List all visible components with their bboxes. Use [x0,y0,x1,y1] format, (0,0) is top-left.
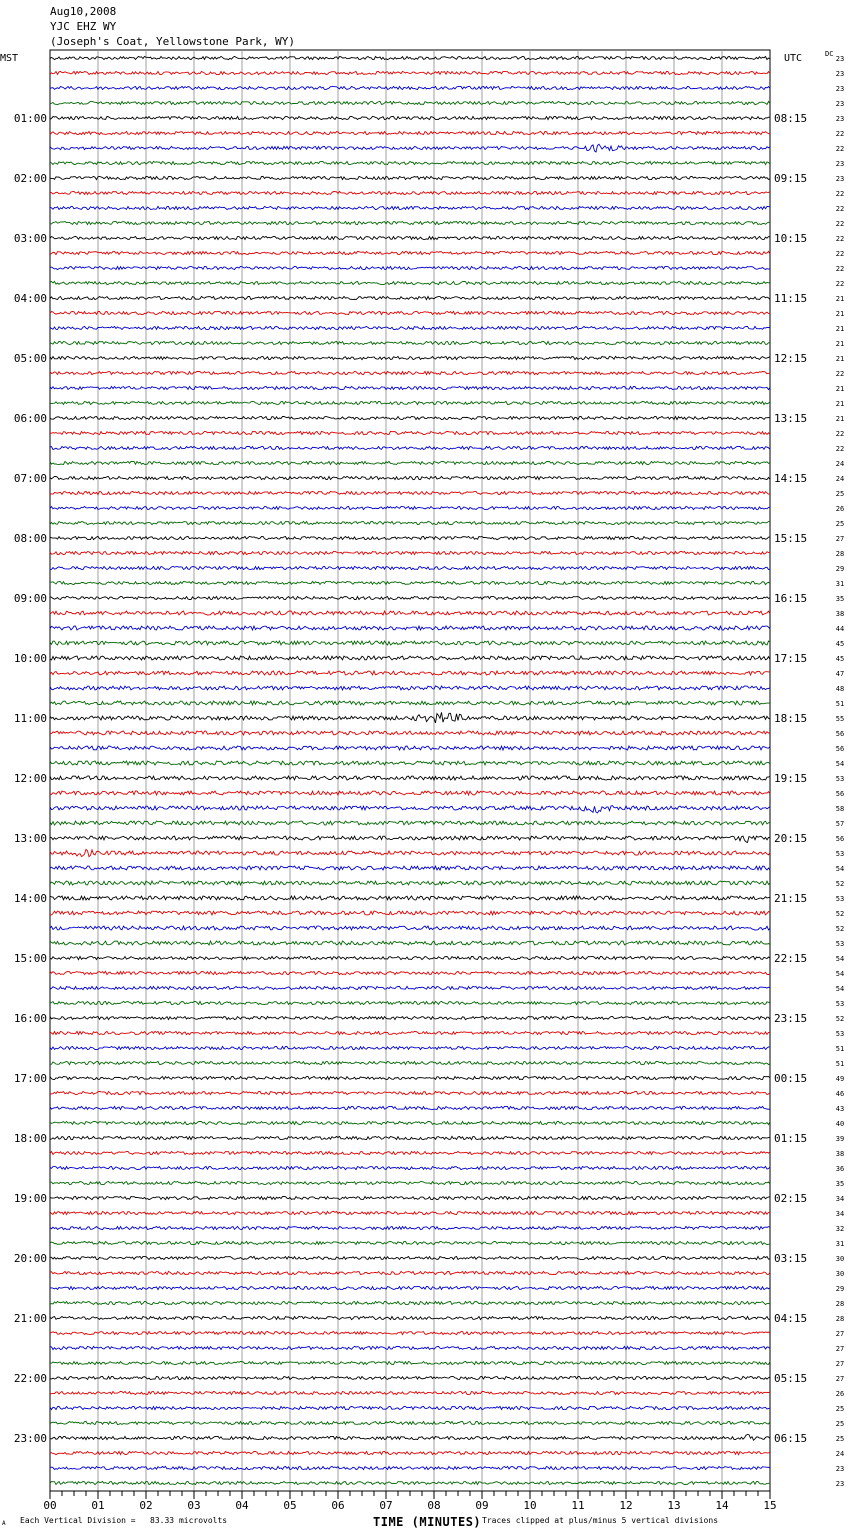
seismic-trace [50,986,770,989]
seismic-trace [50,266,770,269]
x-tick-label: 00 [43,1499,57,1512]
dc-value: 31 [835,1240,845,1248]
header-location: (Joseph's Coat, Yellowstone Park, WY) [50,35,296,48]
dc-value: 22 [835,130,845,138]
dc-value: 29 [835,1285,845,1293]
x-tick-label: 12 [619,1499,633,1512]
dc-value: 23 [835,70,845,78]
seismic-trace [50,236,770,239]
seismic-trace [50,941,770,945]
utc-hour-label: 21:15 [774,892,808,905]
seismic-trace [50,1211,770,1214]
dc-value: 25 [835,490,845,498]
utc-hour-label: 23:15 [774,1012,808,1025]
dc-value: 21 [835,325,845,333]
utc-hour-label: 08:15 [774,112,808,125]
dc-value: 54 [835,865,845,873]
seismic-trace [50,776,770,780]
dc-value: 58 [835,805,845,813]
mst-hour-label: 07:00 [13,472,47,485]
dc-value: 40 [835,1120,845,1128]
seismic-trace [50,1241,770,1244]
seismic-trace [50,341,770,344]
seismic-trace [50,536,770,539]
x-tick-label: 15 [763,1499,777,1512]
dc-value: 27 [835,1360,845,1368]
dc-value: 21 [835,355,845,363]
seismic-trace [50,596,770,599]
seismic-trace [50,641,770,645]
seismic-trace [50,206,770,209]
mst-hour-label: 10:00 [13,652,47,665]
seismic-trace [50,1016,770,1019]
seismic-trace [50,671,770,675]
seismic-trace [50,476,770,479]
seismic-trace [50,1316,770,1319]
dc-value: 21 [835,385,845,393]
seismic-trace [50,611,770,615]
dc-value: 30 [835,1270,845,1278]
utc-hour-label: 10:15 [774,232,808,245]
seismic-trace [50,1046,770,1049]
seismic-trace [50,1286,770,1289]
dc-value: 56 [835,730,845,738]
seismic-trace [50,866,770,870]
dc-value: 24 [835,1450,845,1458]
seismic-trace [50,551,770,554]
seismic-trace [50,491,770,494]
dc-value: 53 [835,940,845,948]
header-date: Aug10,2008 [50,5,117,18]
dc-value: 52 [835,880,845,888]
dc-value: 51 [835,1045,845,1053]
dc-value: 28 [835,550,845,558]
seismic-trace [50,656,770,660]
dc-value: 26 [835,505,845,513]
seismic-trace [50,356,770,359]
seismic-trace [50,1196,770,1199]
mst-hour-label: 03:00 [13,232,47,245]
utc-hour-label: 00:15 [774,1072,808,1085]
x-tick-label: 13 [667,1499,681,1512]
x-axis-title: TIME (MINUTES) [373,1515,482,1529]
seismic-trace [50,1166,770,1169]
mst-hour-label: 15:00 [13,952,47,965]
seismic-trace [50,251,770,254]
mst-hour-label: 23:00 [13,1432,47,1445]
x-tick-label: 03 [187,1499,201,1512]
dc-value: 39 [835,1135,845,1143]
seismic-trace [50,1031,770,1034]
seismic-trace [50,416,770,419]
seismic-trace [50,1061,770,1064]
seismic-trace [50,1421,770,1424]
mst-hour-label: 22:00 [13,1372,47,1385]
seismic-trace [50,56,770,59]
seismic-trace [50,1181,770,1184]
seismic-trace [50,1151,770,1154]
seismic-trace [50,191,770,194]
seismic-trace [50,431,770,434]
x-tick-label: 06 [331,1499,345,1512]
seismic-trace [50,116,770,119]
dc-value: 52 [835,925,845,933]
dc-value: 53 [835,895,845,903]
x-tick-label: 04 [235,1499,249,1512]
dc-value: 27 [835,1375,845,1383]
dc-value: 25 [835,1420,845,1428]
dc-value: 26 [835,1390,845,1398]
seismic-trace [50,1391,770,1394]
seismic-trace [50,971,770,974]
dc-value: 49 [835,1075,845,1083]
seismic-trace [50,371,770,374]
utc-heading: UTC [784,53,803,64]
seismic-trace [50,686,770,690]
dc-value: 35 [835,595,845,603]
dc-value: 51 [835,700,845,708]
seismic-trace [50,326,770,329]
mst-hour-label: 11:00 [13,712,47,725]
clip-note: Traces clipped at plus/minus 5 vertical divisions [482,1516,719,1525]
seismic-trace [50,1271,770,1274]
dc-value: 28 [835,1300,845,1308]
utc-hour-label: 04:15 [774,1312,808,1325]
utc-hour-label: 11:15 [774,292,808,305]
dc-value: 22 [835,370,845,378]
seismic-trace [50,71,770,74]
dc-value: 43 [835,1105,845,1113]
seismic-trace [50,144,770,152]
seismic-trace [50,101,770,104]
x-tick-label: 14 [715,1499,729,1512]
dc-value: 38 [835,1150,845,1158]
mst-hour-label: 01:00 [13,112,47,125]
seismic-trace [50,86,770,89]
seismic-trace [50,1376,770,1379]
dc-value: 27 [835,1330,845,1338]
dc-value: 53 [835,850,845,858]
seismic-trace [50,446,770,449]
dc-value: 53 [835,775,845,783]
utc-hour-label: 05:15 [774,1372,808,1385]
seismic-trace [50,1136,770,1139]
dc-value: 45 [835,655,845,663]
mst-hour-label: 16:00 [13,1012,47,1025]
mst-hour-label: 20:00 [13,1252,47,1265]
dc-value: 21 [835,310,845,318]
utc-hour-label: 15:15 [774,532,808,545]
dc-value: 34 [835,1195,845,1203]
seismic-trace [50,1121,770,1124]
header-station: YJC EHZ WY [50,20,117,33]
dc-value: 22 [835,235,845,243]
dc-value: 27 [835,535,845,543]
dc-value: 23 [835,1480,845,1488]
seismic-trace [50,131,770,134]
seismic-trace [50,1001,770,1004]
corner-mark: A [2,1520,6,1527]
seismic-trace [50,956,770,959]
dc-value: 22 [835,145,845,153]
seismic-trace [50,1434,770,1440]
dc-value: 53 [835,1030,845,1038]
dc-value: 22 [835,250,845,258]
x-tick-label: 09 [475,1499,489,1512]
utc-hour-label: 20:15 [774,832,808,845]
mst-hour-label: 21:00 [13,1312,47,1325]
seismic-trace [50,1301,770,1304]
dc-value: 57 [835,820,845,828]
utc-hour-label: 06:15 [774,1432,808,1445]
dc-value: 22 [835,445,845,453]
seismic-trace [50,712,770,723]
dc-value: 25 [835,520,845,528]
utc-hour-label: 17:15 [774,652,808,665]
dc-value: 56 [835,745,845,753]
seismic-trace [50,791,770,795]
dc-value: 36 [835,1165,845,1173]
dc-value: 27 [835,1345,845,1353]
seismic-trace [50,746,770,750]
utc-hour-label: 13:15 [774,412,808,425]
x-tick-label: 05 [283,1499,297,1512]
mst-hour-label: 18:00 [13,1132,47,1145]
seismic-trace [50,1361,770,1364]
utc-hour-label: 19:15 [774,772,808,785]
mst-hour-label: 19:00 [13,1192,47,1205]
dc-value: 48 [835,685,845,693]
seismic-trace [50,506,770,509]
dc-value: 24 [835,460,845,468]
seismic-trace [50,761,770,765]
seismic-trace [50,161,770,164]
seismic-trace [50,521,770,524]
seismic-trace [50,911,770,915]
mst-hour-label: 14:00 [13,892,47,905]
dc-value: 52 [835,910,845,918]
dc-value: 25 [835,1435,845,1443]
seismic-trace [50,461,770,464]
seismic-trace [50,836,770,842]
seismic-trace [50,1346,770,1349]
dc-value: 30 [835,1255,845,1263]
utc-hour-label: 14:15 [774,472,808,485]
seismic-trace [50,281,770,284]
dc-value: 22 [835,280,845,288]
seismic-trace [50,849,770,856]
dc-value: 29 [835,565,845,573]
dc-value: 23 [835,1465,845,1473]
dc-value: 54 [835,955,845,963]
dc-value: 53 [835,1000,845,1008]
seismic-trace [50,581,770,584]
dc-value: 56 [835,790,845,798]
dc-value: 28 [835,1315,845,1323]
seismic-trace [50,566,770,569]
mst-hour-label: 04:00 [13,292,47,305]
seismic-trace [50,1481,770,1484]
dc-value: 22 [835,190,845,198]
seismic-trace [50,1406,770,1409]
seismic-trace [50,821,770,825]
dc-value: 44 [835,625,845,633]
dc-value: 22 [835,265,845,273]
utc-hour-label: 18:15 [774,712,808,725]
x-tick-label: 10 [523,1499,537,1512]
seismic-trace [50,1106,770,1109]
dc-value: 54 [835,985,845,993]
dc-value: 24 [835,475,845,483]
dc-value: 21 [835,415,845,423]
seismic-trace [50,701,770,705]
utc-hour-label: 03:15 [774,1252,808,1265]
dc-value: 22 [835,220,845,228]
dc-value: 35 [835,1180,845,1188]
mst-hour-label: 02:00 [13,172,47,185]
dc-heading: DC [825,50,834,58]
mst-hour-label: 05:00 [13,352,47,365]
utc-hour-label: 22:15 [774,952,808,965]
dc-value: 52 [835,1015,845,1023]
dc-value: 22 [835,430,845,438]
dc-value: 21 [835,400,845,408]
dc-value: 23 [835,175,845,183]
seismic-trace [50,1226,770,1229]
dc-value: 38 [835,610,845,618]
dc-value: 32 [835,1225,845,1233]
utc-hour-label: 09:15 [774,172,808,185]
seismic-trace [50,1091,770,1094]
utc-hour-label: 01:15 [774,1132,808,1145]
seismic-trace [50,626,770,630]
seismic-trace [50,1076,770,1079]
dc-value: 23 [835,85,845,93]
dc-value: 23 [835,115,845,123]
x-tick-label: 01 [91,1499,105,1512]
mst-hour-label: 08:00 [13,532,47,545]
mst-hour-label: 12:00 [13,772,47,785]
x-tick-label: 02 [139,1499,153,1512]
dc-value: 25 [835,1405,845,1413]
mst-hour-label: 13:00 [13,832,47,845]
mst-hour-label: 09:00 [13,592,47,605]
dc-value: 23 [835,55,845,63]
dc-value: 56 [835,835,845,843]
x-tick-label: 07 [379,1499,393,1512]
utc-hour-label: 12:15 [774,352,808,365]
x-axis [43,1491,776,1512]
seismic-trace [50,806,770,813]
dc-value: 54 [835,970,845,978]
utc-hour-label: 02:15 [774,1192,808,1205]
seismic-trace [50,731,770,735]
seismic-trace [50,296,770,299]
dc-value: 34 [835,1210,845,1218]
seismic-trace [50,1331,770,1334]
seismic-trace [50,1451,770,1454]
seismic-trace [50,881,770,885]
dc-value: 46 [835,1090,845,1098]
seismic-trace [50,401,770,404]
dc-value: 21 [835,295,845,303]
dc-value: 47 [835,670,845,678]
x-tick-label: 08 [427,1499,441,1512]
seismic-trace [50,926,770,930]
dc-value: 22 [835,205,845,213]
dc-value: 45 [835,640,845,648]
seismic-trace [50,1256,770,1259]
dc-value: 21 [835,340,845,348]
mst-hour-label: 17:00 [13,1072,47,1085]
trace-group [50,56,770,1484]
dc-value: 31 [835,580,845,588]
mst-heading: MST [0,53,19,64]
mst-hour-label: 06:00 [13,412,47,425]
x-tick-label: 11 [571,1499,585,1512]
dc-value: 51 [835,1060,845,1068]
seismic-trace [50,311,770,314]
scale-note: Each Vertical Division = 83.33 microvolts [20,1516,228,1525]
dc-value: 54 [835,760,845,768]
seismic-trace [50,221,770,224]
seismic-trace [50,1466,770,1469]
dc-value: 23 [835,100,845,108]
utc-hour-label: 16:15 [774,592,808,605]
seismic-trace [50,896,770,900]
seismic-trace [50,176,770,179]
dc-value: 23 [835,160,845,168]
seismic-trace [50,386,770,389]
dc-value: 55 [835,715,845,723]
